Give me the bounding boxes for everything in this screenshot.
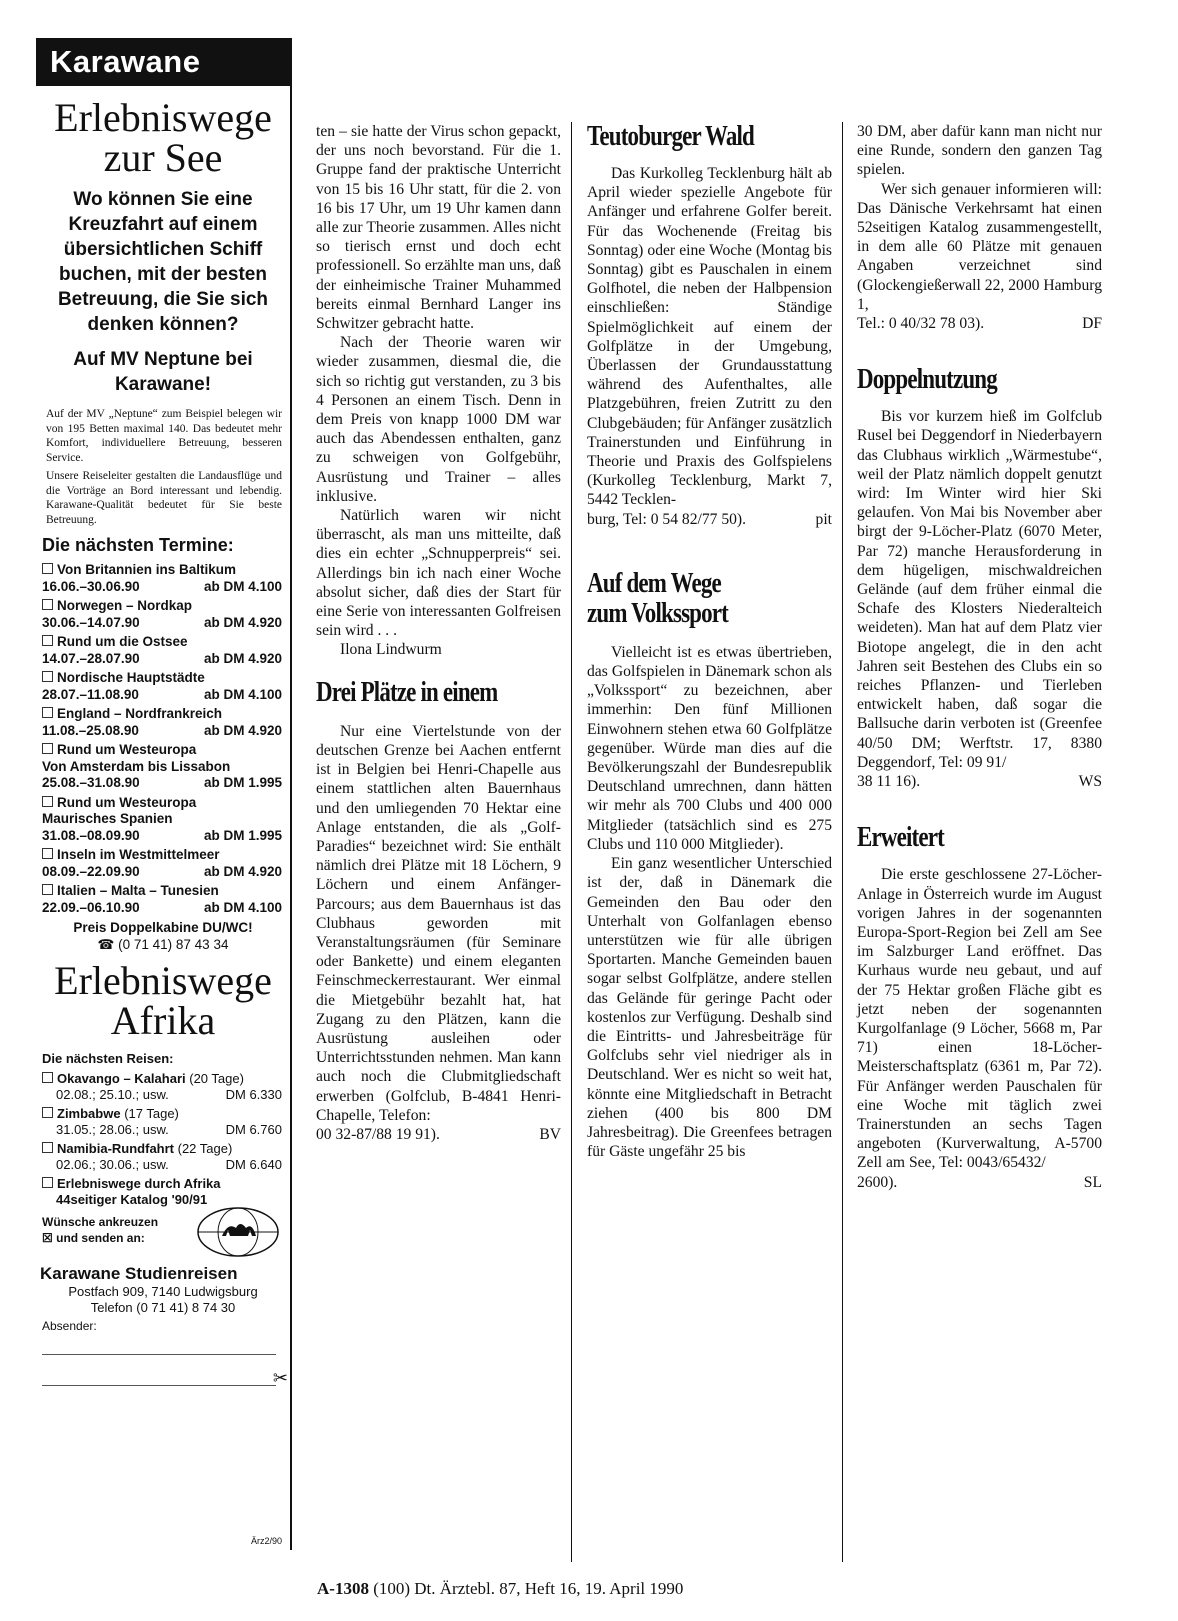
karawane-ad xyxy=(36,38,292,1550)
checkbox-icon[interactable] xyxy=(42,884,53,895)
trip-item[interactable]: Italien – Malta – Tunesien 22.09.–06.10.90 ab DM 4.100 xyxy=(42,883,282,915)
preis-note: Preis Doppelkabine DU/WC! xyxy=(73,920,253,935)
signature-line: 38 11 16). WS xyxy=(857,773,1102,791)
checkbox-icon[interactable] xyxy=(42,848,53,859)
heading-doppelnutzung: Doppelnutzung xyxy=(857,364,997,396)
page-number: A-1308 xyxy=(317,1579,369,1598)
address: Postfach 909, 7140 Ludwigsburg Telefon (0 71 41) 8 74 30 xyxy=(68,1284,258,1315)
trip-item[interactable]: Von Britannien ins Baltikum 16.06.–30.06.90 ab DM 4.100 xyxy=(42,562,282,594)
trip-item[interactable]: Inseln im Westmittelmeer 08.09.–22.09.90 ab DM 4.920 xyxy=(42,847,282,879)
paragraph: Nur eine Viertelstunde von der deutschen Grenze bei Aachen entfernt ist in Belgien bei Henri-Chapelle aus einem stattlichen alten Bauernhaus und den umliegenden 70 Hektar eine Anlage entstanden, die als „Golf-Paradies“ bezeichnet wird: Sie enthält nämlich drei Plätze mit 18 Löchern, 9 Löchern und einem Anfänger-Parcours; aus dem Bauernhaus ist das Clubhaus geworden mit Veranstaltungsräumen (für Seminare oder Bankette) und einem eleganten Feinschmeckerrestaurant. Wer einmal die Mietgebühr bezahlt hat, hat Zugang zu den Plätzen, kann die Ausrüstung ausleihen oder Unterrichtsstunden nehmen. Man kann auch noch die Clubmitgliedschaft erwerben (Golfclub, B-4841 Henri-Chapelle, Telefon: xyxy=(316,722,561,1124)
katalog-item[interactable]: Erlebniswege durch Afrika 44seitiger Katalog '90/91 xyxy=(42,1176,290,1208)
heading-teutoburger-wald: Teutoburger Wald xyxy=(587,121,754,152)
paragraph: Nach der Theorie waren wir wieder zusammen, diesmal die, die sich so richtig gut verstanden, zu 3 bis 4 Personen an einem Tisch. Denn in dem Preis von knapp 1000 DM war auch das Abendessen enthalten, ganz zu schweigen von Golfgebühr, Ausrüstung und Trainer – alles inklusive. xyxy=(316,334,561,505)
scissors-icon: ✂ xyxy=(272,1368,288,1388)
order-block: Wünsche ankreuzen ☒ und senden an: xyxy=(36,1214,290,1258)
paragraph: ten – sie hatte der Virus schon gepackt, der uns noch bevorstand. Für die 1. Gruppe fand der praktische Unterricht von 15 bis 16 Uhr statt, für die 2. von 16 bis 17 Uhr, um 19 Uhr kamen dann alle zur Theorie zusammen. Alles nicht so tierisch ernst und doch echt professionell. So erzählte man uns, daß der einheimische Trainer Muhammed bereits einmal Bernhard Langer ins Schwitzer gebracht hatte. xyxy=(316,123,561,333)
absender-line-2[interactable] xyxy=(42,1385,276,1386)
trip-item[interactable]: Norwegen – Nordkap 30.06.–14.07.90 ab DM 4.920 xyxy=(42,598,282,630)
ad-answer: Auf MV Neptune bei Karawane! xyxy=(73,349,253,395)
ad-heading-afrika: Erlebniswege Afrika xyxy=(54,958,272,1043)
checkbox-icon[interactable] xyxy=(42,635,53,646)
signature-line: 2600). SL xyxy=(857,1173,1102,1191)
publication-info: (100) Dt. Ärztebl. 87, Heft 16, 19. April 1990 xyxy=(373,1579,684,1598)
ad-question: Wo können Sie eine Kreuzfahrt auf einem übersichtlichen Schiff buchen, mit der besten Betreuung, die Sie sich denken können? xyxy=(57,189,269,335)
trip-item[interactable]: Rund um Westeuropa Maurisches Spanien 31.08.–08.09.90 ab DM 1.995 xyxy=(42,794,282,843)
africa-trip[interactable]: Namibia-Rundfahrt (22 Tage) 02.06.; 30.06.; usw. DM 6.640 xyxy=(42,1141,290,1173)
ad-small-text-1: Auf der MV „Neptune“ zum Beispiel belegen wir von 195 Betten maximal 140. Das bedeutet mehr Komfort, individuellere Betreuung, besseren Service. xyxy=(46,408,282,464)
heading-drei-plaetze: Drei Plätze in einem xyxy=(316,676,498,708)
absender-line-1[interactable] xyxy=(42,1354,276,1355)
author-initials: SL xyxy=(1083,1173,1102,1191)
checkbox-icon[interactable] xyxy=(42,671,53,682)
heading-erweitert: Erweitert xyxy=(857,822,944,854)
ad-code: Ärz2/90 xyxy=(250,1536,282,1546)
author-initials: DF xyxy=(1082,315,1102,333)
author-initials: BV xyxy=(539,1125,561,1143)
paragraph: Bis vor kurzem hieß im Golfclub Rusel bei Deggendorf in Niederbayern das Clubhaus wirklich „Wärmestube“, weil der Platz nämlich doppelt genutzt wird: Im Winter wird hier Ski gelaufen. Von Mai bis November aber birgt der 9-Löcher-Platz (6070 Meter, Par 72) manche Herausforderung in dem hügeligen, mischwaldreichen Gelände (auf dem früher einmal die Schafe des Klosters Niederalteich weideten). Man hat auf dem Platz vier Biotope angelegt, die in den acht Jahren seit Bestehen des Clubs ein so reiches Pflanzen- und Tierleben entwickelt haben, daß sogar die Ballsuche darin verboten ist (Greenfee 40/50 DM; Werftstr. 17, 8380 Deggendorf, Tel: 09 91/ xyxy=(857,408,1102,771)
termine-title: Die nächsten Termine: xyxy=(42,535,234,555)
trip-item[interactable]: Rund um die Ostsee 14.07.–28.07.90 ab DM 4.920 xyxy=(42,634,282,666)
checkbox-icon[interactable] xyxy=(42,707,53,718)
paragraph: Die erste geschlossene 27-Löcher-Anlage in Österreich wurde im August vorigen Jahres in der sogenannten Europa-Sport-Region bei Zell am See im Salzburger Land eröffnet. Das Kurhaus wurde neu gebaut, und auf der 75 Hektar großen Fläche gibt es jetzt neben der sogenannten Kurgolfanlage (9 Löcher, 5668 m, Par 71) einen 18-Löcher-Meisterschaftsplatz (6361 m, Par 72). Für Anfänger werden Pauschalen für eine Woche mit täglich zwei Trainerstunden an sechs Tagen angeboten (Kurverwaltung, A-5700 Zell am See, Tel: 0043/65432/ xyxy=(857,866,1102,1172)
paragraph: Vielleicht ist es etwas übertrieben, das Golfspielen in Dänemark schon als „Volkssport“ zu bezeichnen, aber immerhin: Den fünf Millionen Einwohnern stehen etwa 60 Golfplätze gegenüber. Würde man dies auf die Bevölkerungszahl der Bundesrepublik Deutschland umrechnen, dann hätten wir mehr als 700 Clubs und 400 000 Mitglieder (tatsächlich sind es 275 Clubs und 110 000 Mitglieder). xyxy=(587,643,832,853)
author-name: Ilona Lindwurm xyxy=(340,641,442,659)
africa-trip[interactable]: Zimbabwe (17 Tage) 31.05.; 28.06.; usw. DM 6.760 xyxy=(42,1106,290,1138)
checkbox-icon[interactable] xyxy=(42,743,53,754)
checkbox-icon[interactable] xyxy=(42,599,53,610)
article-column-3 xyxy=(857,122,1102,1192)
signature-line: Tel.: 0 40/32 78 03). DF xyxy=(857,315,1102,333)
heading-volkssport: Auf dem Wege zum Volkssport xyxy=(587,567,728,629)
ad-small-text-2: Unsere Reiseleiter gestalten die Landausflüge und die Vorträge an Bord interessant und lebendig. Karawane-Qualität bedeutet für Sie beste Betreuung. xyxy=(46,470,282,526)
paragraph: 30 DM, aber dafür kann man nicht nur eine Runde, sondern den ganzen Tag spielen. xyxy=(857,123,1102,179)
phone-icon: ☎ xyxy=(97,937,115,952)
article-column-2 xyxy=(587,122,832,1161)
globe-caravan-logo-icon xyxy=(196,1206,280,1258)
signature-line: burg, Tel: 0 54 82/77 50). pit xyxy=(587,510,832,528)
trip-item[interactable]: England – Nordfrankreich 11.08.–25.08.90 ab DM 4.920 xyxy=(42,706,282,738)
paragraph: Das Kurkolleg Tecklenburg hält ab April wieder spezielle Angebote für Anfänger und erfahrene Golfer bereit. Für das Wochenende (Freitag bis Sonntag) oder eine Woche (Montag bis Sonntag) gibt es Pauschalen in einem Golfhotel, die neben der Halbpension einschließen: Ständige Spielmöglichkeit auf einem der Golfplätze in der Umgebung, Überlassen der Grundausstattung während des Aufenthaltes, alle Platzgebühren, freien Zutritt zu den Clubgebäuden; für Anfänger zusätzlich Trainerstunden und Einführung in Theorie und Praxis des Golfspielens (Kurkolleg Tecklenburg, Markt 7, 5442 Tecklen- xyxy=(587,165,832,509)
trip-item[interactable]: Nordische Hauptstädte 28.07.–11.08.90 ab DM 4.100 xyxy=(42,670,282,702)
checkbox-icon[interactable] xyxy=(42,1142,53,1153)
paragraph: Wer sich genauer informieren will: Das Dänische Verkehrsamt hat einen 52seitigen Katalog zusammengestellt, in dem alle 60 Plätze mit genauen Angaben verzeichnet sind (Glockengießerwall 22, 2000 Hamburg 1, xyxy=(857,180,1102,313)
paragraph: Ein ganz wesentlicher Unterschied ist der, daß in Dänemark die Gemeinden den Bau oder den Unterhalt von Golfanlagen ebenso unterstützen wie für alle übrigen Sportarten. Manche Gemeinden bauen sogar selbst Golfplätze, andere stellen das Gelände für geringe Pacht oder kostenlos zur Verfügung. Deshalb sind die Eintritts- und Jahresbeiträge für Golfclubs sehr viel niedriger als in Deutschland. Wer es nicht so weit hat, könnte eine Mitgliedschaft in Betracht ziehen (400 bis 800 DM Jahresbeitrag). Die Greenfees betragen für Gäste ungefähr 25 bis xyxy=(587,855,832,1161)
studienreisen-logo: Karawane Studienreisen xyxy=(40,1264,238,1283)
trip-list xyxy=(36,562,290,916)
paragraph: Natürlich waren wir nicht überrascht, als man uns mitteilte, daß dies ein echter „Schnupperpreis“ sei. Allerdings bin ich nach einer Woche absolut sicher, daß dies der Start für eine Serie von interessanten Golfreisen sein wird . . . xyxy=(316,507,561,640)
signature-line: 00 32-87/88 19 91). BV xyxy=(316,1125,561,1143)
checkbox-icon[interactable] xyxy=(42,796,53,807)
page-footer xyxy=(317,1579,683,1599)
author-initials: WS xyxy=(1078,773,1102,791)
brand-logo: Karawane xyxy=(36,38,292,86)
ad-heading-see: Erlebniswege zur See xyxy=(54,95,272,180)
checkbox-icon[interactable] xyxy=(42,563,53,574)
cross-mark-icon: ☒ xyxy=(42,1231,53,1245)
checkbox-icon[interactable] xyxy=(42,1177,53,1188)
checkbox-icon[interactable] xyxy=(42,1107,53,1118)
reisen-title: Die nächsten Reisen: xyxy=(42,1051,174,1066)
author-initials: pit xyxy=(815,510,832,528)
article-column-1 xyxy=(316,122,561,1144)
trip-item[interactable]: Rund um Westeuropa Von Amsterdam bis Lissabon 25.08.–31.08.90 ab DM 1.995 xyxy=(42,742,282,790)
checkbox-icon[interactable] xyxy=(42,1072,53,1083)
absender-label: Absender: xyxy=(42,1319,97,1333)
column-divider xyxy=(842,122,843,1562)
africa-trip[interactable]: Okavango – Kalahari (20 Tage) 02.08.; 25.10.; usw. DM 6.330 xyxy=(42,1071,290,1103)
phone-line: ☎ (0 71 41) 87 43 34 xyxy=(97,937,229,952)
column-divider xyxy=(571,122,572,1562)
